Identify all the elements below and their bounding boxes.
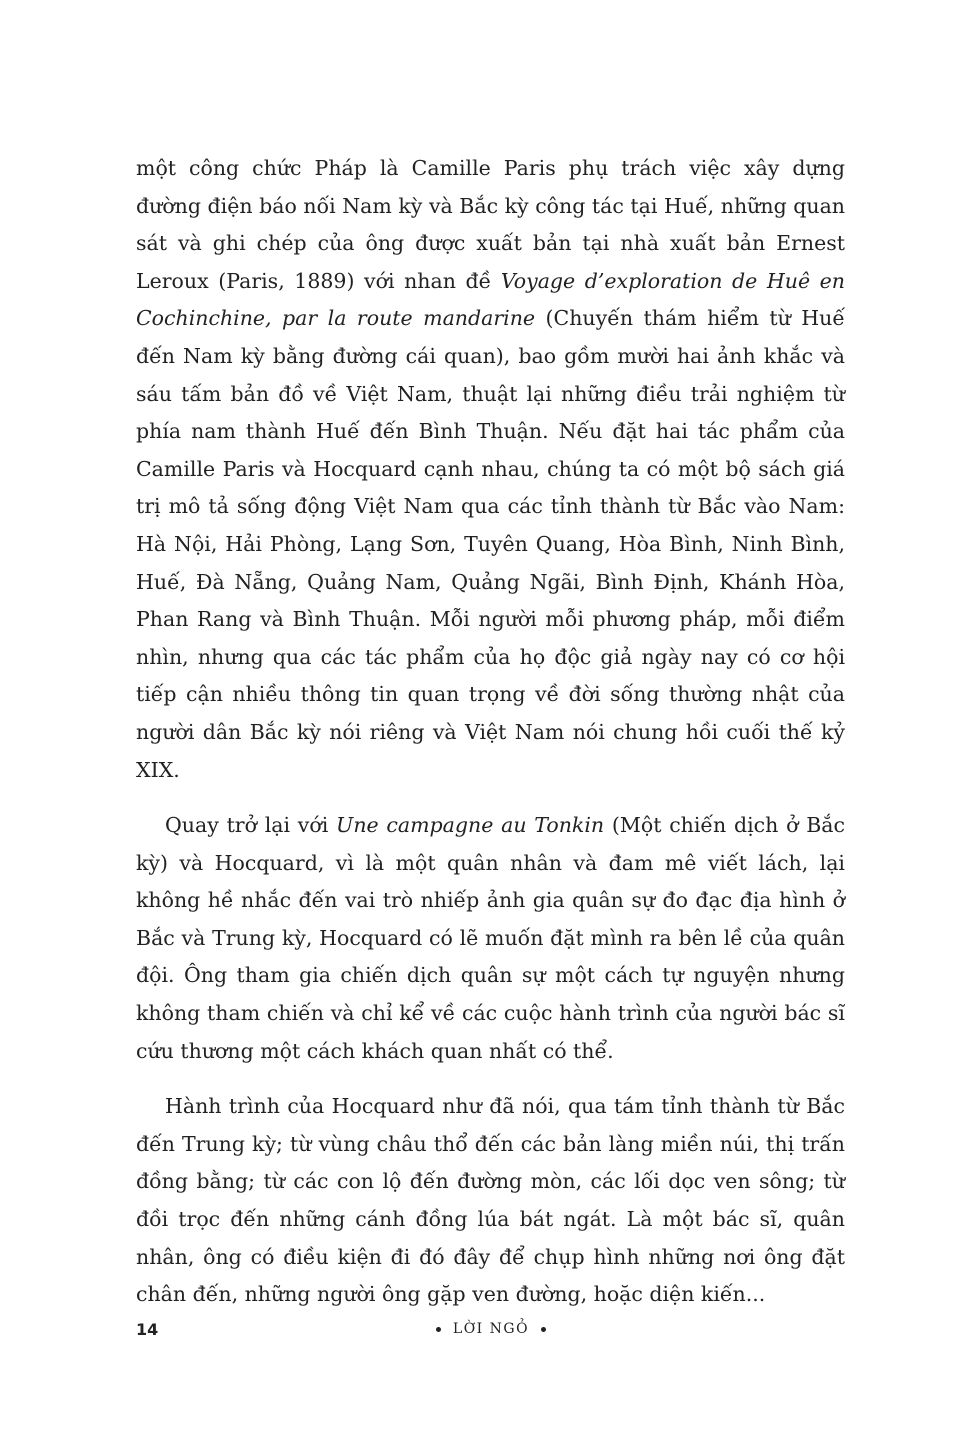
paragraph-1: [136, 150, 845, 789]
book-title-voyage: Voyage d’exploration de Huê en Cochinchine, par la route mandarine: [136, 268, 846, 331]
paragraph-2: [136, 807, 845, 1070]
book-title-campagne: Une campagne au Tonkin: [336, 813, 605, 838]
bullet-left-icon: [436, 1327, 441, 1332]
paragraph-1-part-3: (Chuyến thám hiểm từ Huế đến Nam kỳ bằng đường cái quan), bao gồm mười hai ảnh khắc và sáu tấm bản đồ về Việt Nam, thuật lại những điều trải nghiệm từ phía nam thành Huế đến Bình Thuận. Nếu đặt hai tác phẩm của Camille Paris và Hocquard cạnh nhau, chúng ta có một bộ sách giá trị mô tả sống động Việt Nam qua các tỉnh thành từ Bắc vào Nam: Hà Nội, Hải Phòng, Lạng Sơn, Tuyên Quang, Hòa Bình, Ninh Bình, Huế, Đà Nẵng, Quảng Nam, Quảng Ngãi, Bình Định, Khánh Hòa, Phan Rang và Bình Thuận. Mỗi người mỗi phương pháp, mỗi điểm nhìn, nhưng qua các tác phẩm của họ độc giả ngày nay có cơ hội tiếp cận nhiều thông tin quan trọng về đời sống thường nhật của người dân Bắc kỳ nói riêng và Việt Nam nói chung hồi cuối thế kỷ XIX.: [136, 306, 845, 782]
paragraph-3: [136, 1088, 845, 1314]
bullet-right-icon: [541, 1327, 546, 1332]
paragraph-3-part-1: Hành trình của Hocquard như đã nói, qua tám tỉnh thành từ Bắc đến Trung kỳ; từ vùng châu thổ đến các bản làng miền núi, thị trấn đồng bằng; từ các con lộ đến đường mòn, các lối dọc ven sông; từ đồi trọc đến những cánh đồng lúa bát ngát. Là một bác sĩ, quân nhân, ông có điều kiện đi đó đây để chụp hình những nơi ông đặt chân đến, những người ông gặp ven đường, hoặc diện kiến...: [136, 1094, 845, 1307]
running-head-label: LỜI NGỎ: [452, 1321, 530, 1337]
paragraph-2-part-3: (Một chiến dịch ở Bắc kỳ) và Hocquard, vì là một quân nhân và đam mê viết lách, lại không hề nhắc đến vai trò nhiếp ảnh gia quân sự đo đạc địa hình ở Bắc và Trung kỳ, Hocquard có lẽ muốn đặt mình ra bên lề của quân đội. Ông tham gia chiến dịch quân sự một cách tự nguyện nhưng không tham chiến và chỉ kể về các cuộc hành trình của người bác sĩ cứu thương một cách khách quan nhất có thể.: [136, 813, 845, 1063]
running-head: [421, 1321, 561, 1337]
paragraph-2-part-1: Quay trở lại với: [165, 813, 337, 838]
paragraph-1-part-1: một công chức Pháp là Camille Paris phụ trách việc xây dựng đường điện báo nối Nam kỳ và Bắc kỳ công tác tại Huế, những quan sát và ghi chép của ông được xuất bản tại nhà xuất bản Ernest Leroux (Paris, 1889) với nhan đề: [136, 156, 845, 293]
page-number: 14: [136, 1320, 159, 1339]
body-text: [136, 150, 845, 1332]
page-footer: [136, 1318, 845, 1348]
